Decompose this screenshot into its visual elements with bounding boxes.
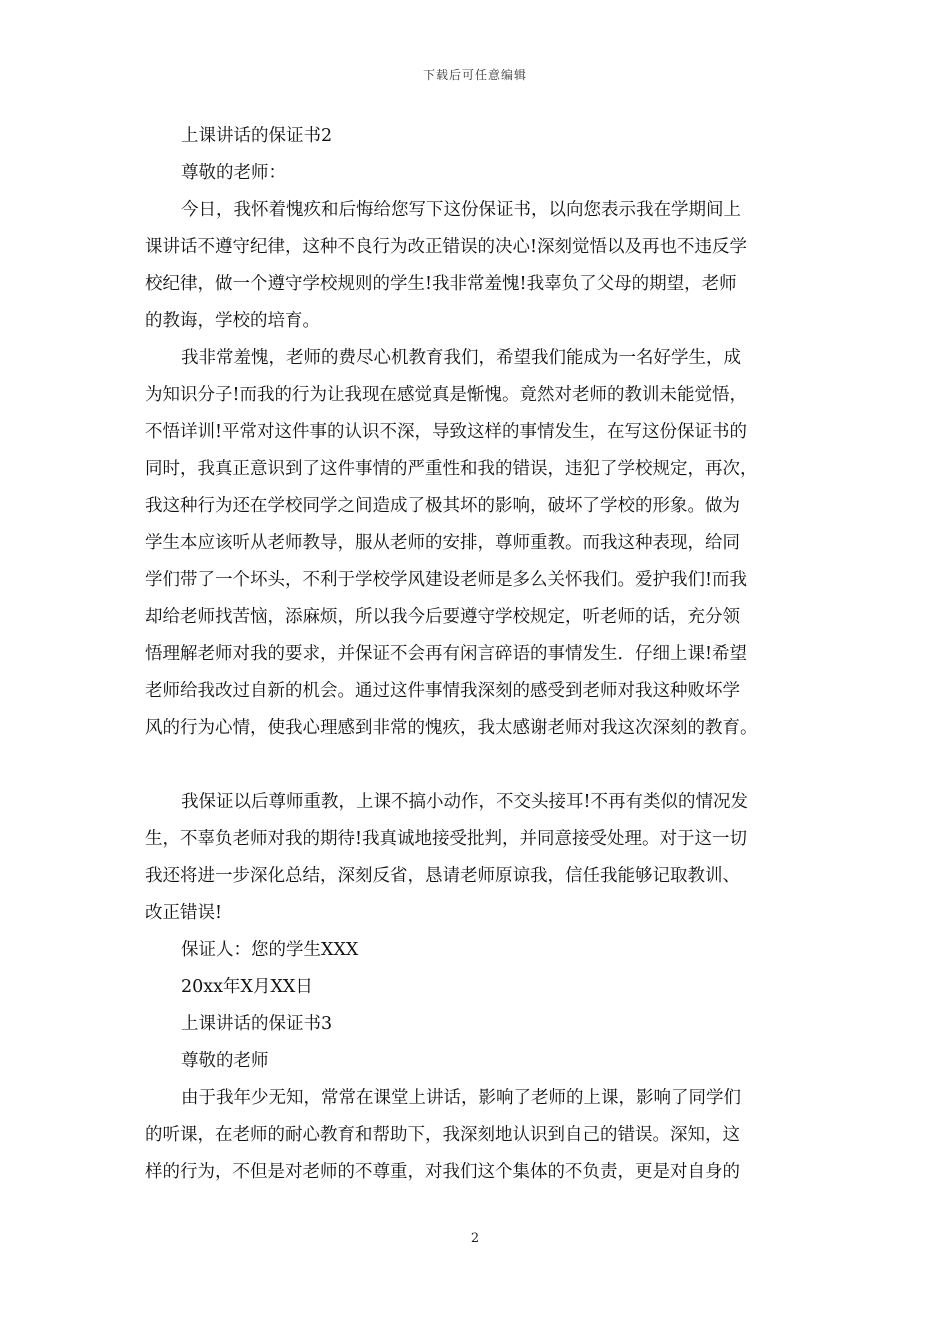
- text-line: 学们带了一个坏头，不利于学校学风建设老师是多么关怀我们。爱护我们!而我: [145, 570, 748, 590]
- text-line: 我这种行为还在学校同学之间造成了极其坏的影响，破坏了学校的形象。做为: [145, 496, 740, 516]
- text-line: 尊敬的老师：: [181, 163, 286, 183]
- text-line: 的听课，在老师的耐心教育和帮助下，我深刻地认识到自己的错误。深知，这: [145, 1125, 740, 1145]
- text-line: 风的行为心情，使我心理感到非常的愧疚，我太感谢老师对我这次深刻的教育。: [145, 718, 758, 738]
- text-line: 今日，我怀着愧疚和后悔给您写下这份保证书，以向您表示我在学期间上: [181, 200, 741, 220]
- document-body: [145, 118, 805, 1191]
- text-line: 20xx年X月XX日: [181, 977, 313, 997]
- text-line: 为知识分子!而我的行为让我现在感觉真是惭愧。竟然对老师的教训未能觉悟，: [145, 385, 748, 405]
- text-line: 同时，我真正意识到了这件事情的严重性和我的错误，违犯了学校规定，再次，: [145, 459, 758, 479]
- page-number: 2: [470, 1231, 480, 1246]
- text-line: 的教诲，学校的培育。: [145, 311, 320, 331]
- text-line: 课讲话不遵守纪律，这种不良行为改正错误的决心!深刻觉悟以及再也不违反学: [145, 237, 748, 257]
- text-line: 生，不辜负老师对我的期待!我真诚地接受批判，并同意接受处理。对于这一切: [145, 829, 748, 849]
- text-line: 由于我年少无知，常常在课堂上讲话，影响了老师的上课，影响了同学们: [181, 1088, 741, 1108]
- text-line: 保证人：您的学生XXX: [181, 940, 359, 960]
- text-line: 老师给我改过自新的机会。通过这件事情我深刻的感受到老师对我这种败坏学: [145, 681, 740, 701]
- text-line: 不悟详训!平常对这件事的认识不深，导致这样的事情发生，在写这份保证书的: [145, 422, 748, 442]
- text-line: 样的行为，不但是对老师的不尊重，对我们这个集体的不负责，更是对自身的: [145, 1162, 740, 1182]
- text-line: 我非常羞愧，老师的费尽心机教育我们，希望我们能成为一名好学生，成: [181, 348, 741, 368]
- text-line: 上课讲话的保证书2: [181, 126, 333, 146]
- text-line: 学生本应该听从老师教导，服从老师的安排，尊师重教。而我这种表现，给同: [145, 533, 740, 553]
- text-line: 校纪律，做一个遵守学校规则的学生!我非常羞愧!我辜负了父母的期望，老师: [145, 274, 737, 294]
- text-line: 却给老师找苦恼，添麻烦，所以我今后要遵守学校规定，听老师的话，充分领: [145, 607, 740, 627]
- paragraph-gap: [145, 747, 805, 784]
- text-line: 上课讲话的保证书3: [181, 1014, 333, 1034]
- text-line: 改正错误!: [145, 903, 223, 923]
- text-line: 我保证以后尊师重教，上课不搞小动作，不交头接耳!不再有类似的情况发: [181, 792, 749, 812]
- text-line: 我还将进一步深化总结，深刻反省，恳请老师原谅我，信任我能够记取教训、: [145, 866, 740, 886]
- page-header: 下载后可任意编辑: [422, 68, 527, 82]
- text-line: 尊敬的老师: [181, 1051, 269, 1071]
- text-line: 悟理解老师对我的要求，并保证不会再有闲言碎语的事情发生．仔细上课!希望: [145, 644, 748, 664]
